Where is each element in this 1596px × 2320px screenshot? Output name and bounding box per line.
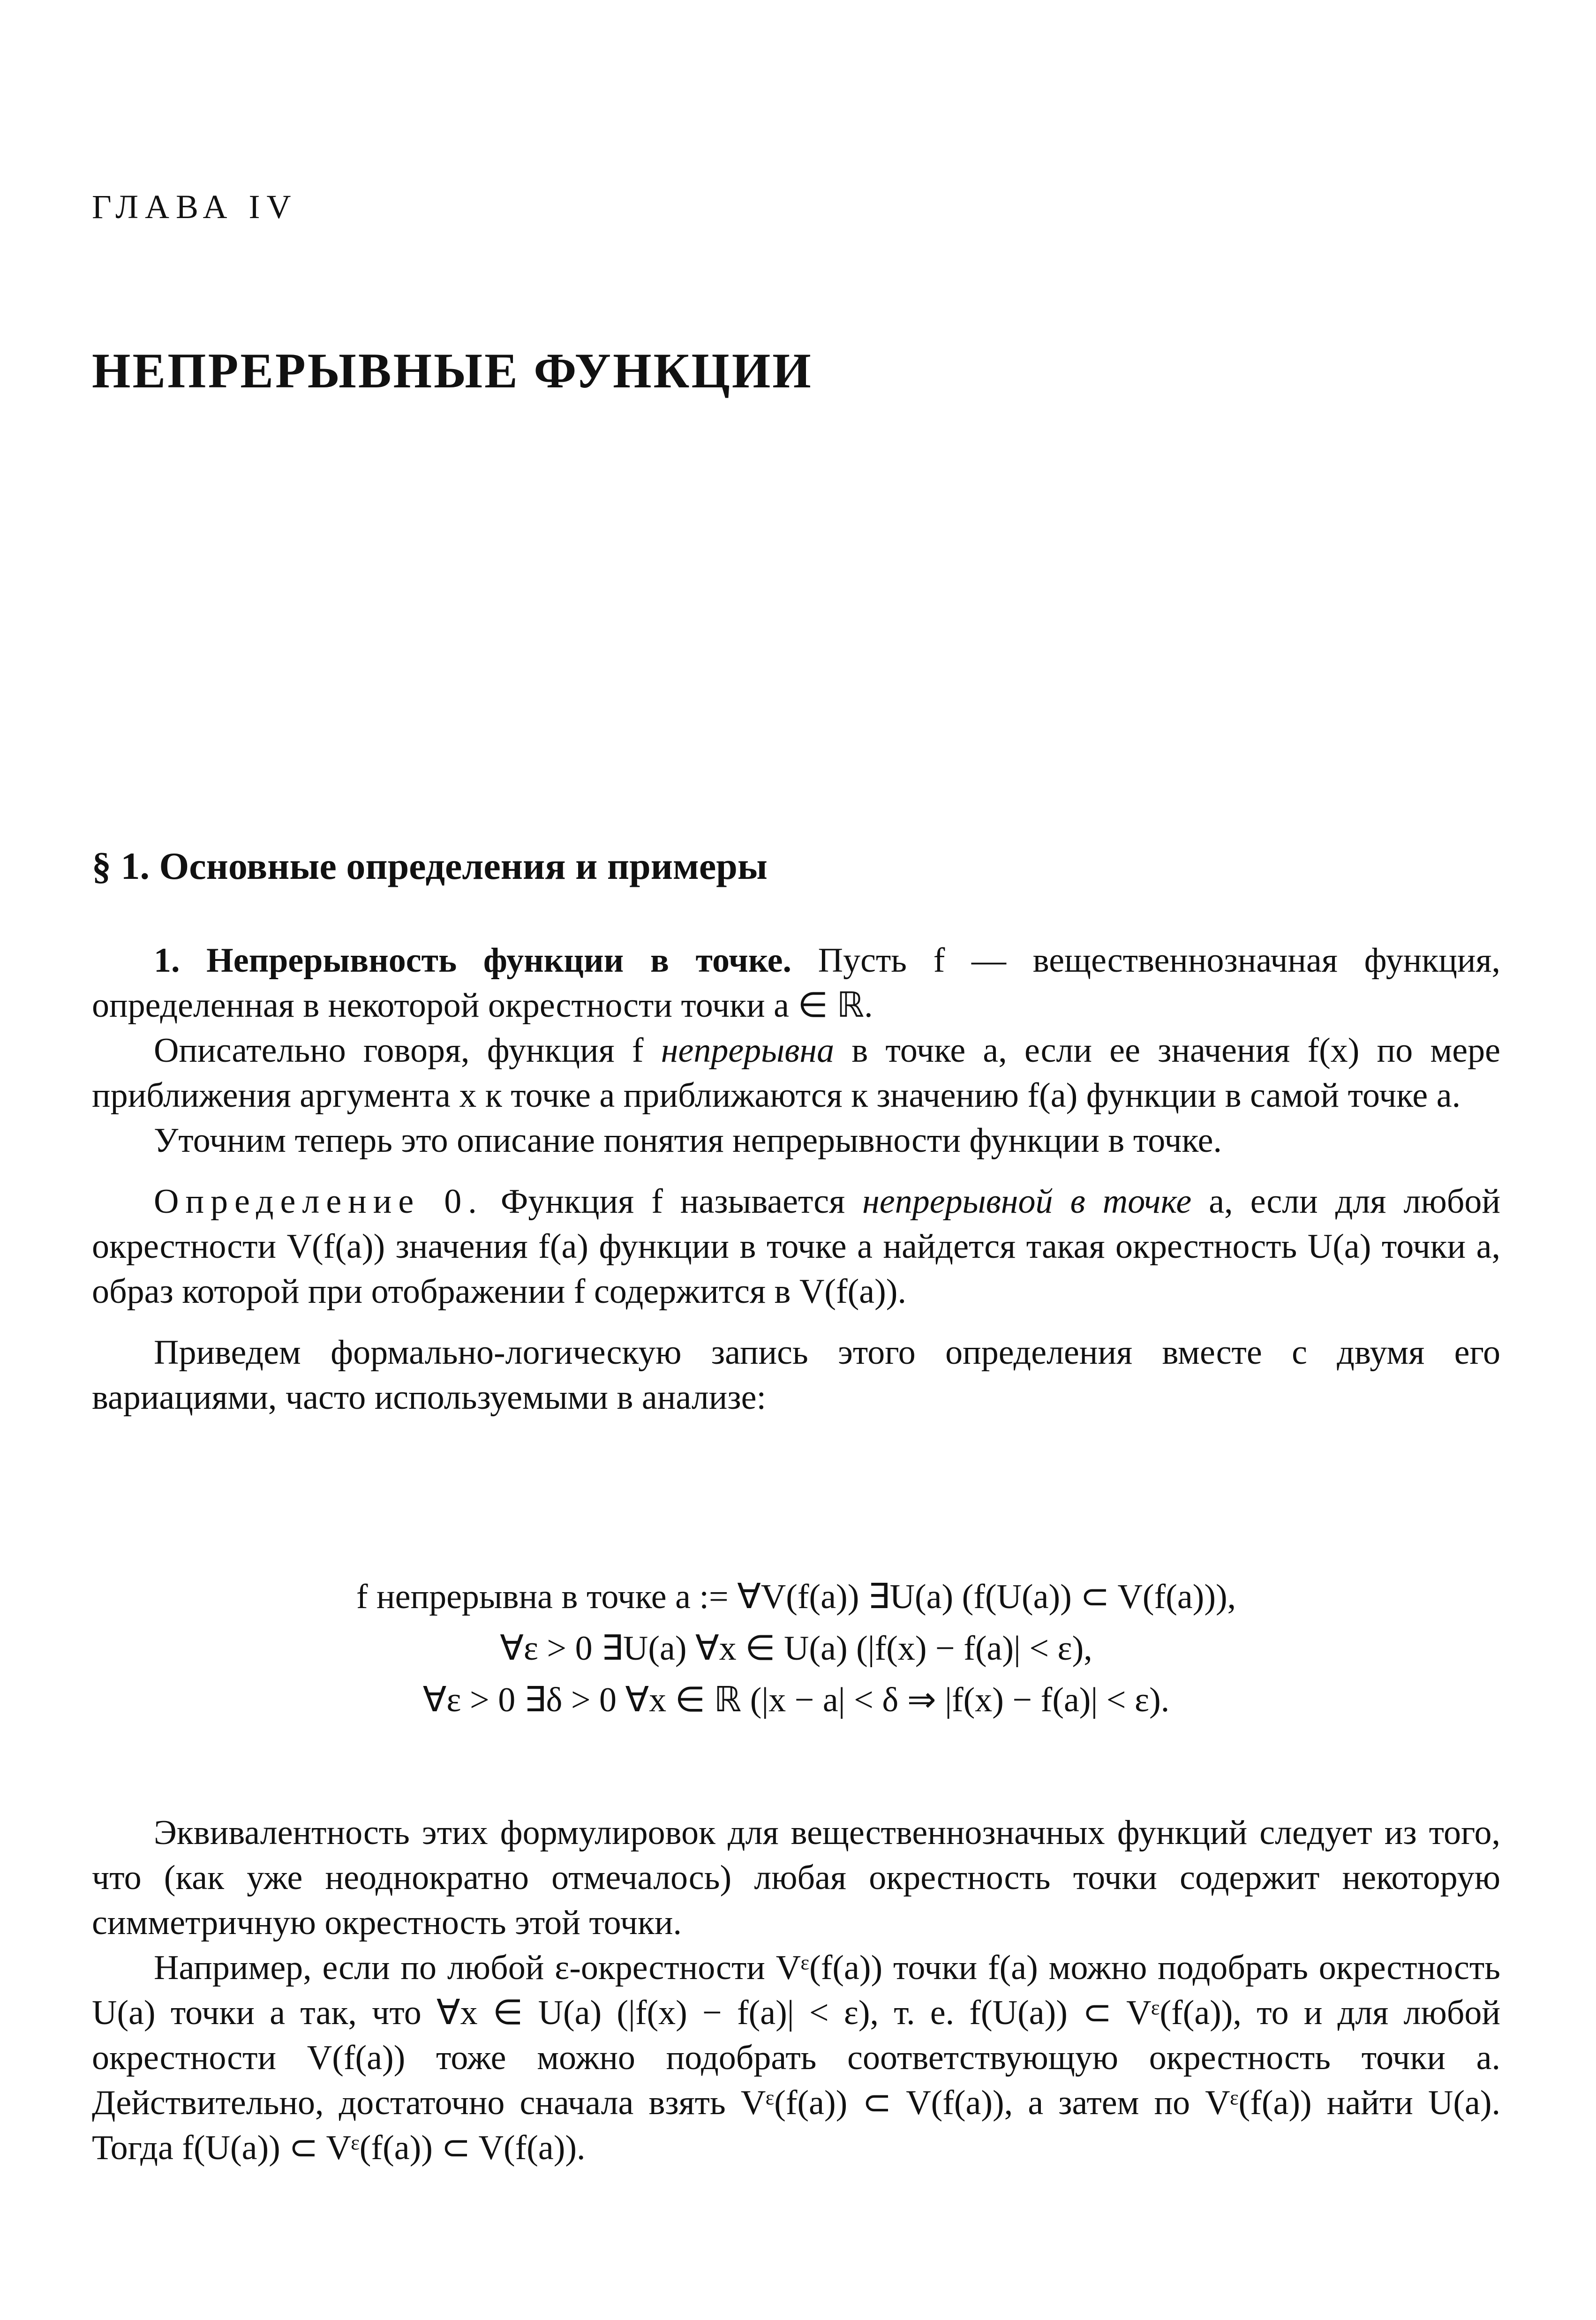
text-block-2 — [92, 1810, 1500, 2170]
subsection-heading: 1. Непрерывность функции в точке. — [154, 941, 791, 980]
paragraph-2 — [92, 1028, 1500, 1118]
chapter-label: ГЛАВА IV — [92, 188, 298, 226]
section-title: § 1. Основные определения и примеры — [92, 845, 768, 887]
formula-1: f непрерывна в точке a := ∀V(f(a)) ∃U(a) (f(U(a)) ⊂ V(f(a))), — [356, 1578, 1236, 1616]
formula-block — [92, 1571, 1500, 1726]
definition-text-b: a, если для любой окрестности V(f(a)) значения f(a) функции в точке a найдется такая окрестность U(a) точки a, образ которой при отображении f содержится в V(f(a)). — [92, 1182, 1501, 1311]
text-block-1 — [92, 938, 1500, 1420]
paragraph-3: Уточним теперь это описание понятия непрерывности функции в точке. — [154, 1121, 1222, 1160]
definition-text-a: Функция f называется — [483, 1182, 863, 1221]
definition-emphasis: непрерывной в точке — [862, 1182, 1192, 1221]
paragraph-1-text: Пусть f — вещественнозначная функция, определенная в некоторой окрестности точки a ∈ ℝ. — [92, 941, 1501, 1025]
paragraph-2-text-a: Описательно говоря, функция f — [154, 1031, 661, 1070]
paragraph-2-emphasis: непрерывна — [661, 1031, 835, 1070]
definition-0 — [92, 1179, 1500, 1314]
paragraph-4: Приведем формально-логическую запись этого определения вместе с двумя его вариациями, часто используемыми в анализе: — [92, 1333, 1500, 1417]
paragraph-6: Например, если по любой ε-окрестности Vᵋ(f(a)) точки f(a) можно подобрать окрестность U(a) точки a так, что ∀x ∈ U(a) (|f(x) − f(a)| < ε), т. е. f(U(a)) ⊂ Vᵋ(f(a)), то и для любой окрестности V(f(a)) тоже можно подобрать соответствующую окрестность точки a. Действительно, достаточно сначала взять Vᵋ(f(a)) ⊂ V(f(a)), а затем по Vᵋ(f(a)) найти U(a). Тогда f(U(a)) ⊂ Vᵋ(f(a)) ⊂ V(f(a)). — [92, 1949, 1500, 2167]
paragraph-2-text-b: в точке a, если ее значения f(x) по мере приближения аргумента x к точке a приближаются к значению f(a) функции в самой точке a. — [92, 1031, 1500, 1115]
paragraph-5: Эквивалентность этих формулировок для вещественнозначных функций следует из того, что (как уже неоднократно отмечалось) любая окрестность точки содержит некоторую симметричную окрестность этой точки. — [92, 1814, 1500, 1942]
formula-2: ∀ε > 0 ∃U(a) ∀x ∈ U(a) (|f(x) − f(a)| < ε), — [500, 1629, 1092, 1668]
formula-3: ∀ε > 0 ∃δ > 0 ∀x ∈ ℝ (|x − a| < δ ⇒ |f(x) − f(a)| < ε). — [422, 1681, 1170, 1719]
paragraph-1 — [92, 938, 1500, 1028]
chapter-title: НЕПРЕРЫВНЫЕ ФУНКЦИИ — [92, 343, 813, 398]
definition-label: Определение 0. — [154, 1182, 483, 1221]
